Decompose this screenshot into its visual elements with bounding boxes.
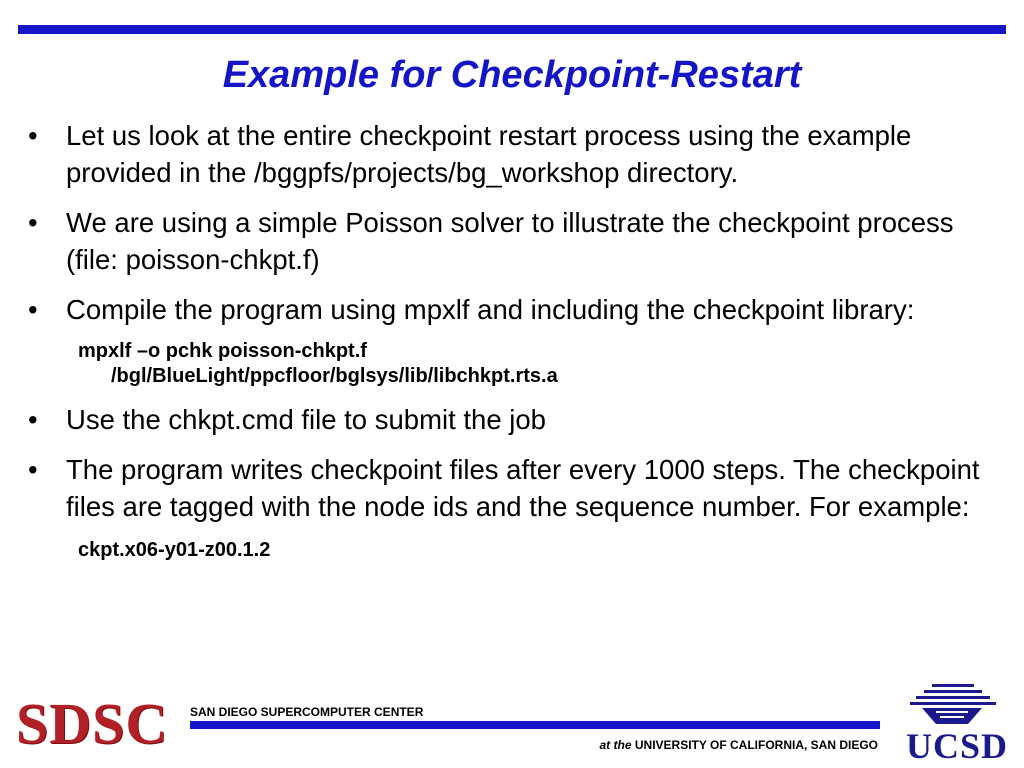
bullet-text: The program writes checkpoint files after every 1000 steps. The checkpoint files are tagged with the node ids and the sequence number. For example: bbox=[66, 454, 980, 522]
bullet-item bbox=[28, 117, 1008, 191]
bullet-item bbox=[28, 401, 1008, 438]
bullet-item bbox=[28, 204, 1008, 278]
bullet-marker: • bbox=[28, 120, 38, 151]
compile-command bbox=[28, 339, 1008, 389]
bullet-item bbox=[28, 451, 1008, 525]
compile-command-line2: /bgl/BlueLight/ppcfloor/bglsys/lib/libchkpt.rts.a bbox=[111, 365, 558, 387]
bullet-marker: • bbox=[28, 207, 38, 238]
example-filename: ckpt.x06-y01-z00.1.2 bbox=[78, 539, 271, 561]
footer-right-prefix: at the bbox=[599, 738, 632, 752]
slide-content bbox=[28, 117, 1008, 575]
bullet-marker: • bbox=[28, 454, 38, 485]
footer-right-university: UNIVERSITY OF CALIFORNIA, SAN DIEGO bbox=[634, 738, 878, 752]
sdsc-logo: SDSC bbox=[16, 691, 169, 756]
bullet-text: Compile the program using mpxlf and including the checkpoint library: bbox=[66, 294, 915, 325]
slide-title: Example for Checkpoint-Restart bbox=[222, 54, 802, 96]
bullet-item bbox=[28, 291, 1008, 328]
bullet-marker: • bbox=[28, 404, 38, 435]
footer-right-text bbox=[600, 738, 879, 752]
footer-rule bbox=[190, 721, 880, 729]
bullet-text: We are using a simple Poisson solver to illustrate the checkpoint process (file: poisson-chkpt.f) bbox=[66, 207, 954, 275]
top-rule bbox=[18, 25, 1006, 34]
ucsd-logo: UCSD bbox=[906, 726, 1009, 766]
compile-command-line1: mpxlf –o pchk poisson-chkpt.f bbox=[78, 340, 367, 362]
bullet-text: Let us look at the entire checkpoint restart process using the example provided in the /bggpfs/projects/bg_workshop directory. bbox=[66, 120, 912, 188]
footer-center-text: SAN DIEGO SUPERCOMPUTER CENTER bbox=[190, 705, 424, 719]
bullet-text: Use the chkpt.cmd file to submit the job bbox=[66, 404, 546, 435]
ucsd-emblem-icon bbox=[902, 680, 1002, 728]
bullet-marker: • bbox=[28, 294, 38, 325]
